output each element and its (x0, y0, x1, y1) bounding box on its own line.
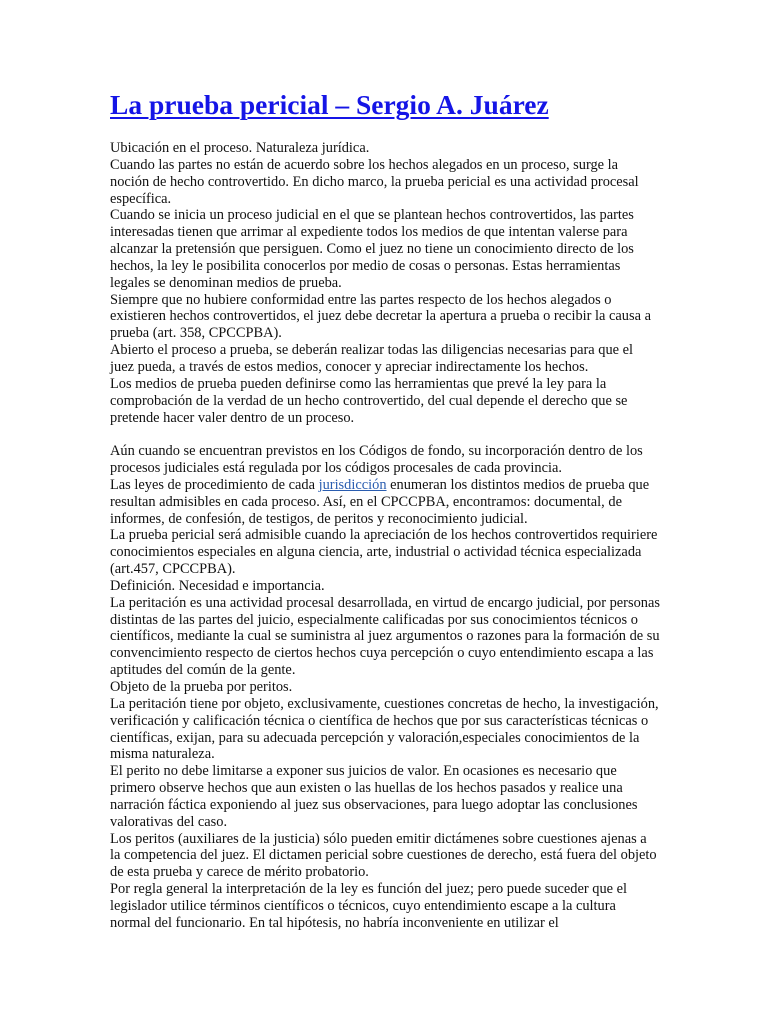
paragraph: El perito no debe limitarse a exponer sus juicios de valor. En ocasiones es necesario que primero observe hechos que aun existen o las huellas de los hechos pasados y realice una narración fáctica exponiendo al juez sus observaciones, para luego adoptar las conclusiones valorativas del caso. (110, 763, 638, 830)
paragraph: Por regla general la interpretación de la ley es función del juez; pero puede suceder que el legislador utilice términos científicos o técnicos, cuyo entendimiento escape a la cultura normal del funcionario. En tal hipótesis, no habría inconveniente en utilizar el (110, 881, 628, 931)
paragraph: Cuando las partes no están de acuerdo sobre los hechos alegados en un proceso, surge la noción de hecho controvertido. En dicho marco, la prueba pericial es una actividad procesal específica. (110, 156, 639, 207)
paragraph-spacer (110, 426, 660, 443)
paragraph-with-link (110, 477, 660, 528)
paragraph: La prueba pericial será admisible cuando la apreciación de los hechos controvertidos requiriere conocimientos especiales en alguna ciencia, arte, industrial o actividad técnica especializada (art.457, CPCCPBA). (110, 527, 658, 578)
paragraph: La peritación es una actividad procesal desarrollada, en virtud de encargo judicial, por personas distintas de las partes del juicio, especialmente calificadas por sus conocimientos técnicos o científicos, mediante la cual se suministra al juez argumentos o razones para la formación de su convencimiento respecto de ciertos hechos cuya percepción o cuyo entendimiento escapa a las aptitudes del común de la gente. (110, 594, 660, 679)
paragraph: Los peritos (auxiliares de la justicia) sólo pueden emitir dictámenes sobre cuestiones ajenas a la competencia del juez. El dictamen pericial sobre cuestiones de derecho, está fuera del objeto de esta prueba y carece de mérito probatorio. (110, 830, 657, 881)
paragraph: Siempre que no hubiere conformidad entre las partes respecto de los hechos alegados o existieren hechos controvertidos, el juez debe decretar la apertura a prueba o recibir la causa a prueba (art. 358, CPCCPBA). (110, 291, 651, 342)
page-title (110, 88, 668, 122)
paragraph: Aún cuando se encuentran previstos en los Códigos de fondo, su incorporación dentro de los procesos judiciales está regulada por los códigos procesales de cada provincia. (110, 443, 643, 477)
section-heading-objeto: Objeto de la prueba por peritos. (110, 679, 293, 695)
paragraph: Abierto el proceso a prueba, se deberán realizar todas las diligencias necesarias para que el juez pueda, a través de estos medios, conocer y apreciar indirectamente los hechos. (110, 342, 634, 375)
document-body (110, 140, 660, 932)
section-heading-definicion: Definición. Necesidad e importancia. (110, 577, 325, 594)
title-link[interactable]: La prueba pericial – Sergio A. Juárez (110, 89, 549, 120)
paragraph: Los medios de prueba pueden definirse como las herramientas que prevé la ley para la comprobación de la verdad de un hecho controvertido, del cual depende el derecho que se pretende hacer valer dentro de un proceso. (110, 375, 628, 426)
paragraph: La peritación tiene por objeto, exclusivamente, cuestiones concretas de hecho, la investigación, verificación y calificación técnica o científica de hechos que por sus características técnicas o científicas, exijan, para su adecuada percepción y valoración,especiales conocimientos de la misma naturaleza. (110, 695, 659, 763)
paragraph-text: Las leyes de procedimiento de cada (110, 476, 319, 493)
jurisdiccion-link[interactable]: jurisdicción (318, 476, 387, 493)
paragraph-text: enumeran los distintos medios de prueba que resultan admisibles en cada proceso. Así, en el CPCCPBA, encontramos: documental, de informes, de confesión, de testigos, de peritos y reconocimiento judicial. (110, 476, 650, 527)
section-heading-ubicacion: Ubicación en el proceso. Naturaleza jurídica. (110, 140, 370, 156)
paragraph: Cuando se inicia un proceso judicial en el que se plantean hechos controvertidos, las partes interesadas tienen que arrimar al expediente todos los medios de que intentan valerse para alcanzar la pretensión que persiguen. Como el juez no tiene un conocimiento directo de los hechos, la ley le posibilita conocerlos por medio de cosas o personas. Estas herramientas legales se denominan medios de prueba. (110, 207, 634, 291)
